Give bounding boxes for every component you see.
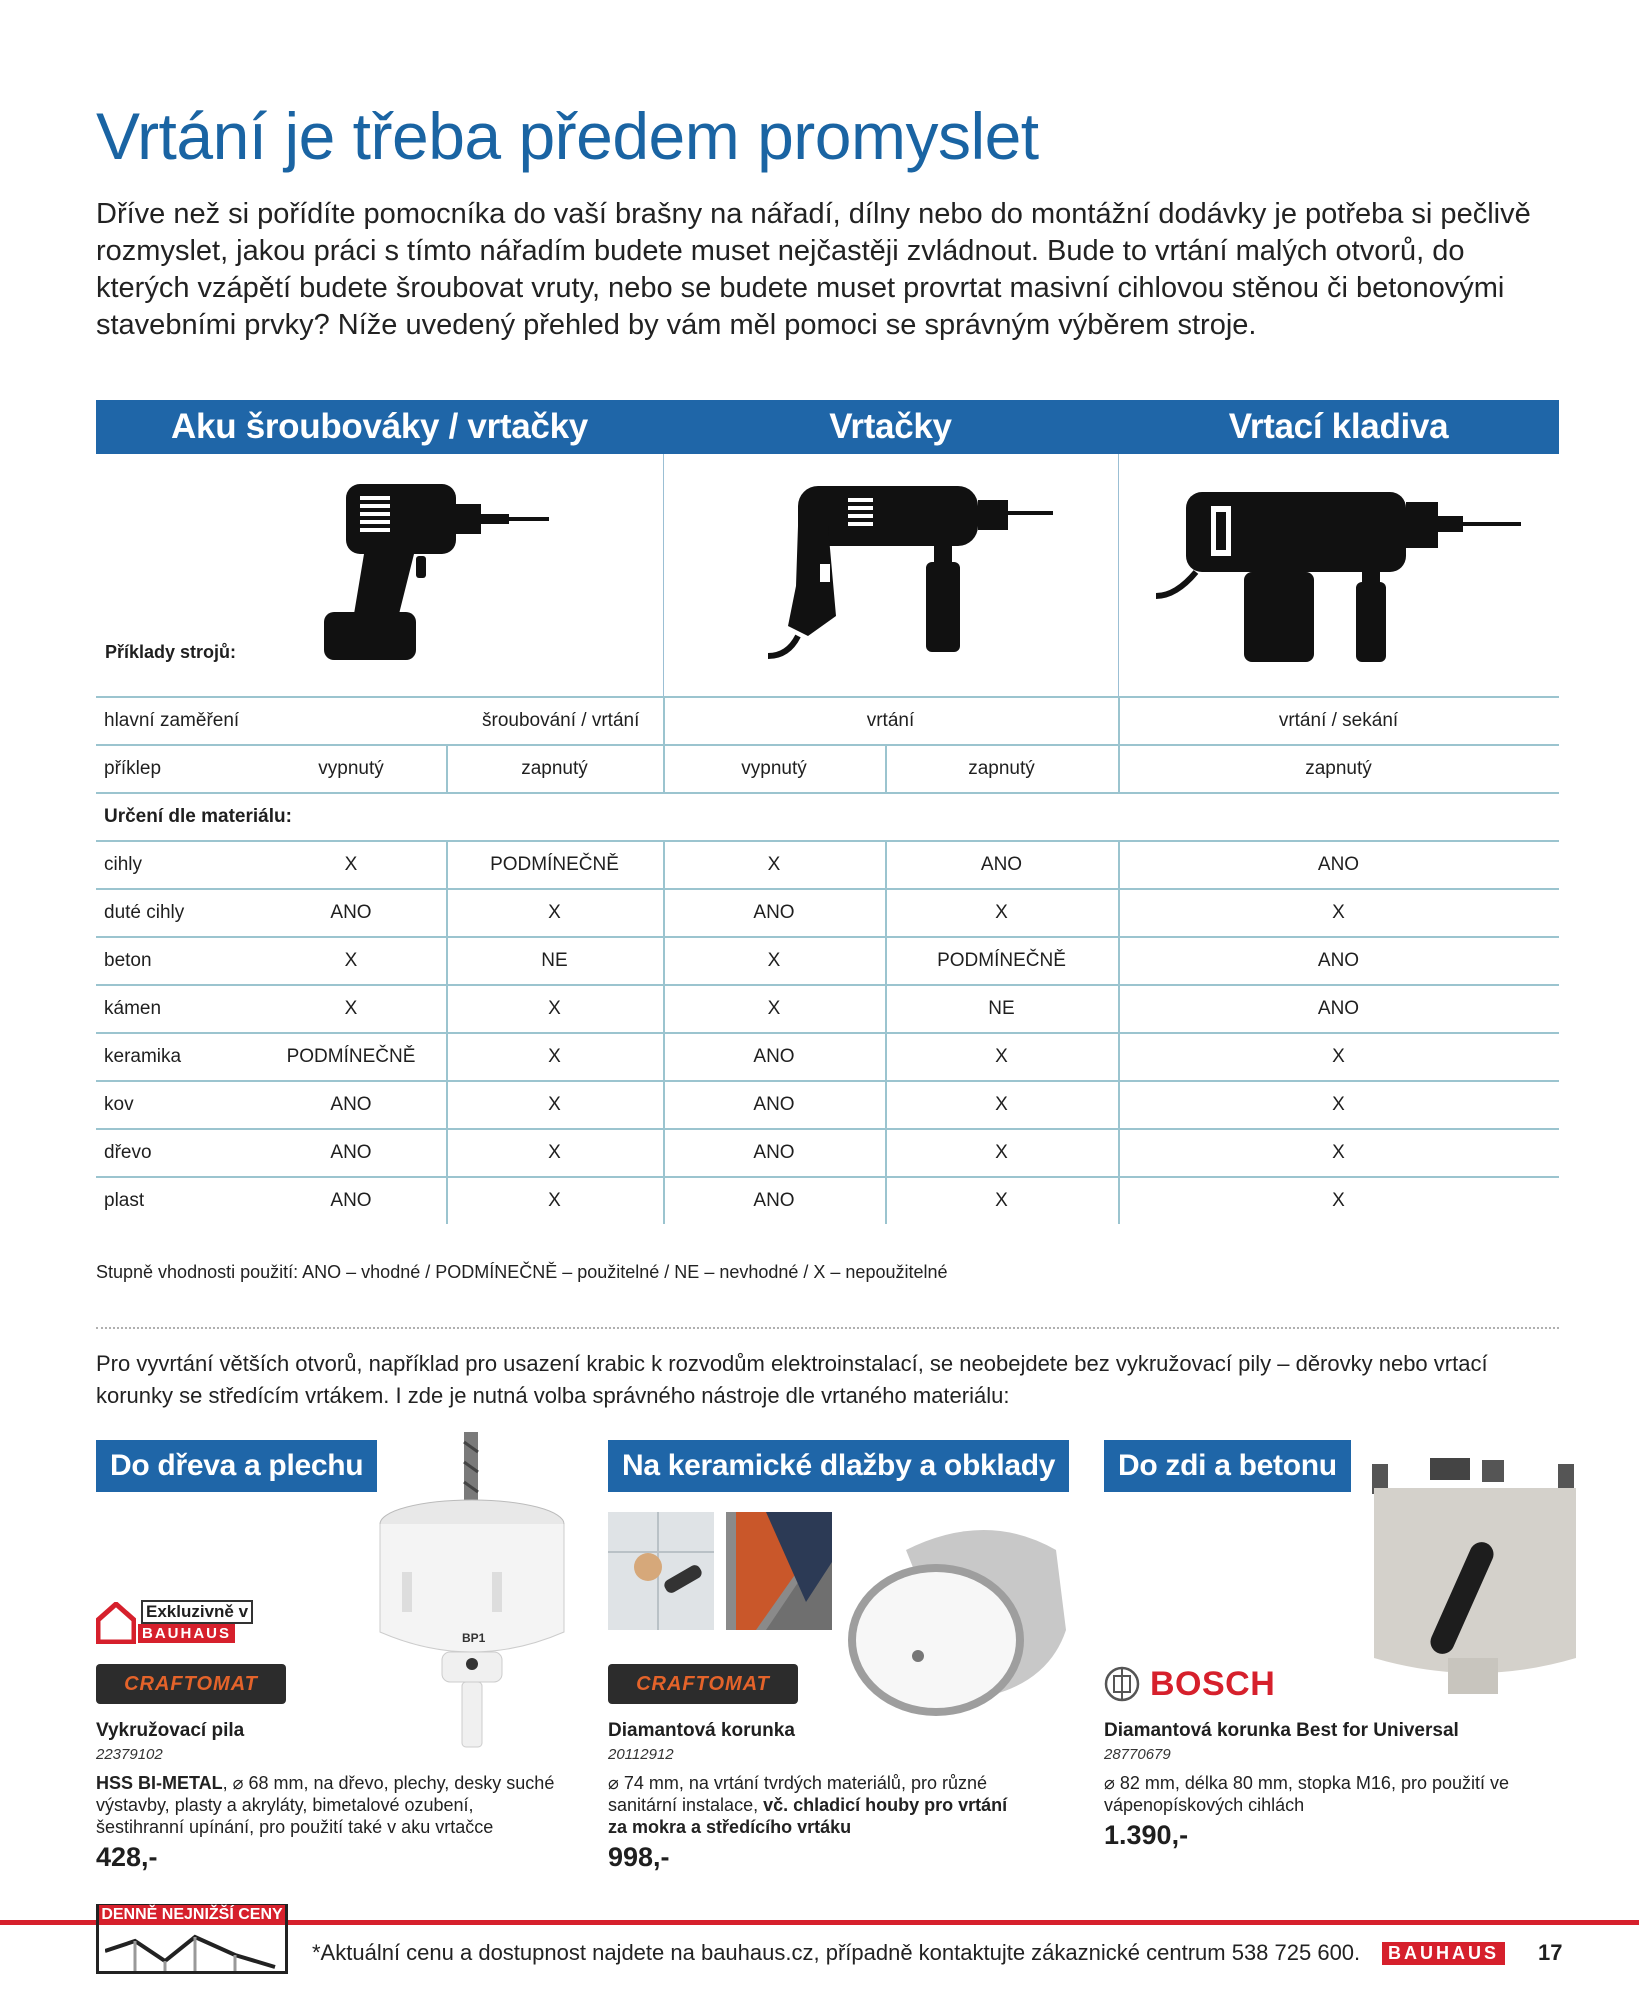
table-cell: X — [995, 1094, 1008, 1115]
focus-value-drills: vrtání — [866, 710, 915, 731]
tool-images-row — [96, 454, 1559, 696]
table-cell: X — [548, 1094, 561, 1115]
header-hammers: Vrtací kladiva — [1228, 407, 1449, 446]
examples-label: Příklady strojů: — [105, 642, 237, 662]
table-cell: ANO — [753, 1190, 795, 1211]
page-title: Vrtání je třeba předem promyslet — [96, 99, 1039, 173]
row-label: beton — [104, 950, 152, 971]
table-cell: X — [995, 902, 1008, 923]
row-label: duté cihly — [104, 902, 185, 923]
table-cell: ANO — [330, 1142, 372, 1163]
table-cell: X — [995, 1142, 1008, 1163]
table-cell: ANO — [330, 902, 372, 923]
footer-note: *Aktuální cenu a dostupnost najdete na bauhaus.cz, případně kontaktujte zákaznické centrum 538 725 600. — [312, 1940, 1361, 1965]
focus-value-cordless: šroubování / vrtání — [482, 710, 640, 731]
table-cell: X — [1332, 1142, 1345, 1163]
product-description: ⌀ 82 mm, délka 80 mm, stopka M16, pro použití ve vápenopískových cihlách — [1104, 1773, 1510, 1815]
row-focus — [96, 696, 1559, 744]
row-label: kámen — [104, 998, 162, 1019]
corded-drill-icon — [768, 486, 1058, 666]
table-cell: X — [548, 902, 561, 923]
table-cell: X — [344, 854, 358, 875]
table-cell: ANO — [753, 1142, 795, 1163]
product-name: Vykružovací pila — [96, 1720, 245, 1741]
row-material-heading — [96, 792, 1559, 840]
table-cell: ANO — [330, 1094, 372, 1115]
category-wood-metal: Do dřeva a plechu — [96, 1440, 377, 1492]
table-cell: X — [548, 1046, 561, 1067]
price-graph-icon — [105, 1931, 281, 1971]
table-cell: X — [1332, 1046, 1345, 1067]
intro-paragraph: Dříve než si pořídíte pomocníka do vaší brašny na nářadí, dílny nebo do montážní dodávky je potřeba si pečlivě rozmyslet, jakou práci s tímto nářadím budete muset nejčastěji zvládnout. Bude to vrtání malých otvorů, do kterých vzápětí budete šroubovat vruty, nebo se budete muset provrtat masivní cihlovou stěnou či betonovými stavebními prvky? Níže uvedený přehled by vám měl pomoci se správným výběrem stroje. — [96, 198, 1531, 341]
table-cell: X — [548, 1142, 561, 1163]
material-row — [96, 1032, 1559, 1080]
table-cell: PODMÍNEČNĚ — [937, 950, 1066, 971]
cell: zapnutý — [521, 758, 588, 779]
material-row — [96, 1176, 1559, 1224]
craftomat-logo: CRAFTOMAT — [96, 1664, 286, 1704]
material-row — [96, 1128, 1559, 1176]
table-cell: X — [548, 998, 561, 1019]
material-row — [96, 840, 1559, 888]
table-cell: NE — [988, 998, 1015, 1019]
house-icon — [96, 1602, 136, 1644]
exclusive-text: Exkluzivně v — [141, 1600, 253, 1624]
bosch-logo — [1104, 1666, 1275, 1702]
exclusive-badge — [96, 1598, 261, 1648]
table-cell: ANO — [753, 902, 795, 923]
tile-layers-photo — [726, 1512, 832, 1630]
product-name: Diamantová korunka Best for Universal — [1104, 1720, 1459, 1741]
table-cell: ANO — [753, 1094, 795, 1115]
table-cell: NE — [541, 950, 568, 971]
product-price: 428,- — [96, 1842, 158, 1872]
product-code: 22379102 — [96, 1746, 163, 1763]
table-cell: ANO — [753, 1046, 795, 1067]
lowest-prices-label: DENNĚ NEJNIŽŠÍ CENY — [99, 1905, 285, 1925]
cell: zapnutý — [1305, 758, 1372, 779]
product-code: 28770679 — [1104, 1746, 1171, 1763]
table-cell: ANO — [1317, 950, 1360, 971]
diamond-core-bit-image — [846, 1520, 1072, 1720]
table-cell: X — [344, 998, 358, 1019]
material-row — [96, 936, 1559, 984]
product-description: HSS BI-METAL, ⌀ 68 mm, na dřevo, plechy, desky suché výstavby, plasty a akryláty, bimetalové ozubení, šestihranní upínání, pro použití také v aku vrtačce — [96, 1773, 555, 1837]
table-cell: X — [767, 950, 781, 971]
tile-drilling-photo — [608, 1512, 714, 1630]
holesaw-paragraph: Pro vyvrtání větších otvorů, například pro usazení krabic k rozvodům elektroinstalací, se neobejdete bez vykružovací pily – děrovky nebo vrtací korunky se středícím vrtákem. I zde je nutná volba správného nástroje dle vrtaného materiálu: — [96, 1351, 1488, 1408]
product-price: 1.390,- — [1104, 1820, 1189, 1850]
hole-saw-image — [372, 1432, 572, 1752]
row-label: keramika — [104, 1046, 182, 1067]
table-cell: X — [1332, 902, 1345, 923]
bauhaus-logo: BAUHAUS — [1382, 1942, 1505, 1965]
material-row — [96, 888, 1559, 936]
product-description: ⌀ 74 mm, na vrtání tvrdých materiálů, pro různé sanitární instalace, vč. chladicí houby pro vrtání za mokra a středícího vrtáku — [608, 1773, 1008, 1837]
divider — [96, 1327, 1559, 1329]
exclusive-brand: BAUHAUS — [138, 1624, 235, 1643]
table-cell: ANO — [330, 1190, 372, 1211]
row-label: příklep — [104, 758, 162, 779]
cell: vypnutý — [741, 758, 807, 779]
suitability-legend: Stupně vhodnosti použití: ANO – vhodné / PODMÍNEČNĚ – použitelné / NE – nevhodné / X – nepoužitelné — [96, 1262, 948, 1282]
holesaw-label: BP1 — [462, 1631, 486, 1645]
row-label: hlavní zaměření — [104, 710, 240, 731]
table-cell: X — [995, 1190, 1008, 1211]
table-cell: ANO — [1317, 998, 1360, 1019]
bosch-armature-icon — [1104, 1666, 1140, 1702]
table-cell: X — [767, 854, 781, 875]
row-label: plast — [104, 1190, 145, 1211]
row-label: dřevo — [104, 1142, 152, 1163]
category-wall-concrete: Do zdi a betonu — [1104, 1440, 1351, 1492]
concrete-core-bit-image — [1370, 1458, 1580, 1698]
table-header — [96, 400, 1559, 454]
cordless-drill-icon — [324, 484, 554, 664]
table-cell: X — [995, 1046, 1008, 1067]
table-cell: PODMÍNEČNĚ — [490, 854, 619, 875]
table-cell: X — [767, 998, 781, 1019]
table-cell: X — [548, 1190, 561, 1211]
page-number: 17 — [1538, 1940, 1563, 1965]
header-drills: Vrtačky — [829, 407, 952, 446]
row-label: kov — [104, 1094, 134, 1115]
product-price: 998,- — [608, 1842, 670, 1872]
material-row — [96, 1080, 1559, 1128]
table-cell: ANO — [1317, 854, 1360, 875]
table-cell: X — [1332, 1190, 1345, 1211]
cell: vypnutý — [318, 758, 384, 779]
table-cell: X — [1332, 1094, 1345, 1115]
material-row — [96, 984, 1559, 1032]
product-name: Diamantová korunka — [608, 1720, 795, 1741]
table-cell: ANO — [980, 854, 1023, 875]
craftomat-logo: CRAFTOMAT — [608, 1664, 798, 1704]
bosch-brand: BOSCH — [1150, 1664, 1276, 1703]
focus-value-hammers: vrtání / sekání — [1278, 710, 1399, 731]
rotary-hammer-icon — [1156, 486, 1526, 666]
table-cell: X — [344, 950, 358, 971]
material-heading: Určení dle materiálu: — [104, 806, 292, 827]
product-code: 20112912 — [608, 1746, 674, 1763]
row-hammer — [96, 744, 1559, 792]
header-cordless: Aku šroubováky / vrtačky — [171, 407, 588, 446]
category-tiles: Na keramické dlažby a obklady — [608, 1440, 1069, 1492]
lowest-prices-badge — [96, 1904, 288, 1974]
cell: zapnutý — [968, 758, 1035, 779]
row-label: cihly — [104, 854, 143, 875]
table-cell: PODMÍNEČNĚ — [286, 1046, 416, 1067]
